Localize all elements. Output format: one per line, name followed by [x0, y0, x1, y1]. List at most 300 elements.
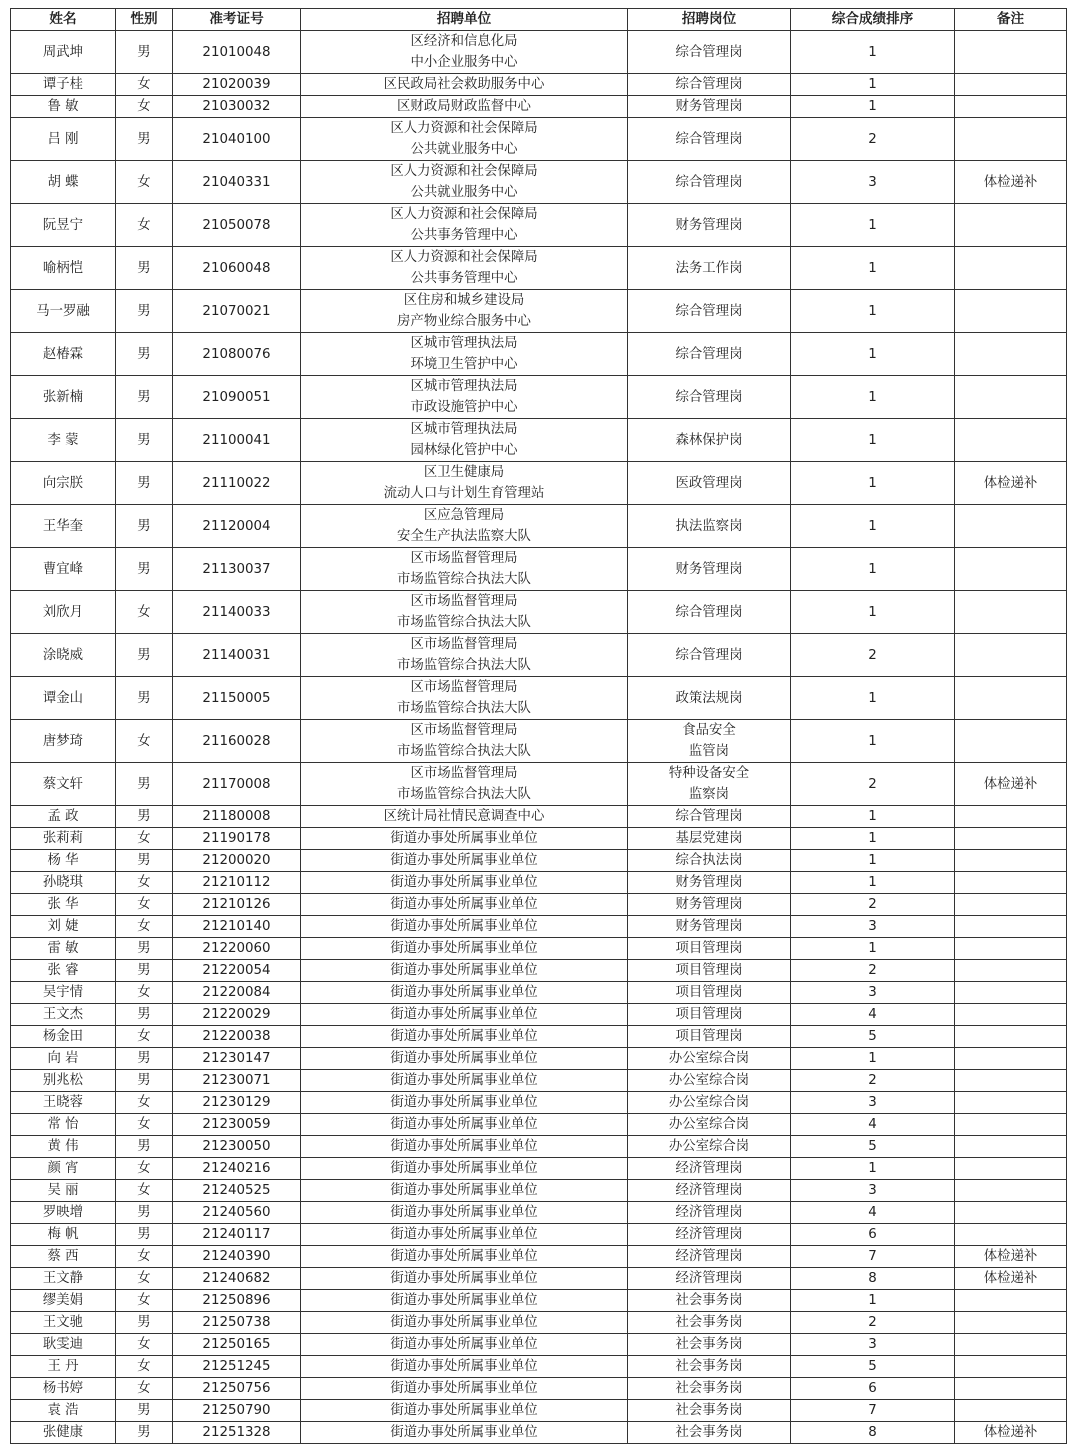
cell-exam-id [173, 763, 301, 806]
cell-text: 3 [868, 174, 877, 190]
cell-post [628, 763, 791, 806]
cell-text: 21230050 [202, 1139, 271, 1154]
cell-note [955, 894, 1067, 916]
cell-gender [116, 1070, 173, 1092]
cell-text: 1 [868, 831, 877, 846]
cell-name [11, 161, 116, 204]
cell-rank [791, 850, 955, 872]
cell-text: 吴宇情 [42, 985, 84, 1000]
cell-text: 男 [137, 561, 151, 577]
header-post: 招聘岗位 [628, 9, 791, 31]
cell-text: 21250896 [202, 1293, 271, 1308]
cell-text: 3 [868, 1095, 877, 1110]
cell-post [628, 850, 791, 872]
cell-post [628, 204, 791, 247]
cell-text: 张新楠 [42, 389, 84, 405]
cell-text: 女 [137, 1095, 151, 1110]
cell-note [955, 591, 1067, 634]
cell-text: 缪美娟 [42, 1293, 84, 1308]
cell-text: 2 [868, 1315, 877, 1330]
cell-exam-id [173, 982, 301, 1004]
cell-name [11, 204, 116, 247]
cell-text: 森林保护岗 [675, 432, 743, 448]
cell-text: 项目管理岗 [675, 985, 743, 1000]
cell-unit [301, 419, 628, 462]
cell-text: 女 [137, 1183, 151, 1198]
cell-text: 21210112 [202, 875, 271, 890]
cell-note [955, 74, 1067, 96]
cell-gender [116, 1378, 173, 1400]
table-row [11, 290, 1067, 333]
cell-rank [791, 872, 955, 894]
cell-text: 财务管理岗 [675, 897, 743, 912]
cell-unit [301, 1092, 628, 1114]
cell-text: 张莉莉 [42, 831, 84, 846]
cell-text: 男 [137, 1403, 151, 1418]
cell-rank [791, 161, 955, 204]
cell-text: 1 [868, 690, 877, 706]
cell-text: 鲁 敏 [47, 99, 79, 114]
cell-unit [301, 634, 628, 677]
cell-text: 梅 帆 [47, 1227, 79, 1242]
cell-text: 3 [868, 919, 877, 934]
cell-rank [791, 204, 955, 247]
cell-text: 男 [137, 1227, 151, 1242]
cell-unit [301, 505, 628, 548]
cell-exam-id [173, 1180, 301, 1202]
cell-text: 安全生产执法监察大队 [397, 529, 531, 544]
cell-text: 1 [868, 260, 877, 276]
cell-text: 女 [137, 919, 151, 934]
cell-gender [116, 1312, 173, 1334]
cell-post [628, 1048, 791, 1070]
cell-text: 街道办事处所属事业单位 [390, 1271, 538, 1286]
cell-text: 1 [868, 941, 877, 956]
table-row [11, 247, 1067, 290]
cell-text: 王晓蓉 [42, 1095, 84, 1110]
cell-exam-id [173, 1224, 301, 1246]
cell-unit [301, 1312, 628, 1334]
header-name: 姓名 [11, 9, 116, 31]
cell-text: 21150005 [202, 690, 271, 706]
cell-text: 21230129 [202, 1095, 271, 1110]
cell-text: 区人力资源和社会保障局 [390, 121, 538, 136]
cell-exam-id [173, 591, 301, 634]
cell-text: 市场监管综合执法大队 [397, 701, 531, 716]
table-row [11, 850, 1067, 872]
cell-text: 特种设备安全 [668, 766, 750, 781]
cell-rank [791, 548, 955, 591]
cell-unit [301, 1026, 628, 1048]
table-row [11, 677, 1067, 720]
cell-gender [116, 1290, 173, 1312]
cell-text: 1 [868, 475, 877, 491]
table-row [11, 938, 1067, 960]
cell-rank [791, 1312, 955, 1334]
cell-post [628, 1004, 791, 1026]
cell-text: 男 [137, 941, 151, 956]
table-row [11, 916, 1067, 938]
cell-text: 王文杰 [42, 1007, 84, 1022]
cell-name [11, 938, 116, 960]
cell-text: 袁 浩 [47, 1403, 79, 1418]
cell-rank [791, 1290, 955, 1312]
cell-unit [301, 1268, 628, 1290]
table-row [11, 74, 1067, 96]
table-row [11, 96, 1067, 118]
cell-text: 区民政局社会救助服务中心 [383, 77, 545, 92]
cell-exam-id [173, 1290, 301, 1312]
cell-text: 监管岗 [688, 744, 730, 759]
cell-text: 21050078 [202, 217, 271, 233]
cell-unit [301, 247, 628, 290]
cell-text: 街道办事处所属事业单位 [390, 985, 538, 1000]
cell-gender [116, 247, 173, 290]
cell-text: 吕 刚 [47, 131, 79, 147]
cell-name [11, 1246, 116, 1268]
cell-exam-id [173, 916, 301, 938]
cell-gender [116, 850, 173, 872]
cell-text: 赵椿霖 [42, 346, 84, 362]
cell-text: 综合管理岗 [675, 131, 743, 147]
table-row [11, 1246, 1067, 1268]
table-row [11, 1290, 1067, 1312]
table-row [11, 1422, 1067, 1444]
cell-note [955, 828, 1067, 850]
cell-text: 21190178 [202, 831, 271, 846]
cell-unit [301, 894, 628, 916]
cell-text: 综合管理岗 [675, 389, 743, 405]
cell-text: 政策法规岗 [675, 690, 743, 706]
cell-text: 黄 伟 [47, 1139, 79, 1154]
cell-text: 男 [137, 131, 151, 147]
cell-text: 21240525 [202, 1183, 271, 1198]
cell-text: 21130037 [202, 561, 271, 577]
cell-text: 街道办事处所属事业单位 [390, 1249, 538, 1264]
cell-text: 市政设施管护中心 [410, 400, 518, 415]
cell-unit [301, 1246, 628, 1268]
cell-exam-id [173, 31, 301, 74]
cell-text: 女 [137, 217, 151, 233]
cell-gender [116, 1136, 173, 1158]
cell-rank [791, 916, 955, 938]
cell-name [11, 1268, 116, 1290]
cell-text: 区城市管理执法局 [410, 422, 518, 437]
cell-text: 公共就业服务中心 [410, 142, 518, 157]
cell-exam-id [173, 894, 301, 916]
cell-gender [116, 31, 173, 74]
results-table [10, 8, 1067, 1444]
cell-text: 男 [137, 432, 151, 448]
cell-gender [116, 462, 173, 505]
cell-unit [301, 1114, 628, 1136]
cell-exam-id [173, 247, 301, 290]
cell-text: 执法监察岗 [675, 518, 743, 534]
cell-unit [301, 74, 628, 96]
cell-name [11, 763, 116, 806]
cell-unit [301, 1422, 628, 1444]
cell-gender [116, 1004, 173, 1026]
cell-note [955, 1224, 1067, 1246]
cell-text: 社会事务岗 [675, 1381, 743, 1396]
cell-text: 综合管理岗 [675, 346, 743, 362]
cell-text: 21140033 [202, 604, 271, 620]
cell-note [955, 333, 1067, 376]
cell-text: 1 [868, 1051, 877, 1066]
cell-unit [301, 161, 628, 204]
cell-post [628, 96, 791, 118]
cell-text: 男 [137, 963, 151, 978]
cell-note [955, 419, 1067, 462]
cell-text: 刘欣月 [42, 604, 84, 620]
cell-rank [791, 1334, 955, 1356]
cell-name [11, 828, 116, 850]
cell-gender [116, 960, 173, 982]
cell-note [955, 763, 1067, 806]
cell-text: 3 [868, 1183, 877, 1198]
cell-text: 社会事务岗 [675, 1403, 743, 1418]
cell-text: 女 [137, 604, 151, 620]
table-row [11, 505, 1067, 548]
cell-text: 街道办事处所属事业单位 [390, 853, 538, 868]
cell-text: 经济管理岗 [675, 1271, 743, 1286]
cell-text: 刘 婕 [47, 919, 79, 934]
cell-unit [301, 591, 628, 634]
cell-name [11, 1202, 116, 1224]
cell-text: 阮昱宁 [42, 217, 84, 233]
cell-rank [791, 290, 955, 333]
cell-note [955, 1092, 1067, 1114]
cell-text: 区财政局财政监督中心 [397, 99, 531, 114]
cell-note [955, 1290, 1067, 1312]
cell-text: 财务管理岗 [675, 875, 743, 890]
cell-text: 女 [137, 174, 151, 190]
cell-exam-id [173, 1246, 301, 1268]
cell-text: 21020039 [202, 77, 271, 92]
cell-exam-id [173, 828, 301, 850]
cell-note [955, 916, 1067, 938]
cell-exam-id [173, 1268, 301, 1290]
cell-post [628, 1312, 791, 1334]
cell-text: 21250165 [202, 1337, 271, 1352]
cell-text: 7 [868, 1249, 877, 1264]
cell-name [11, 96, 116, 118]
cell-text: 区市场监督管理局 [410, 680, 518, 695]
table-row [11, 591, 1067, 634]
cell-rank [791, 806, 955, 828]
table-row [11, 1268, 1067, 1290]
cell-text: 4 [868, 1007, 877, 1022]
cell-note [955, 677, 1067, 720]
cell-post [628, 247, 791, 290]
cell-text: 6 [868, 1227, 877, 1242]
cell-note [955, 31, 1067, 74]
cell-text: 综合管理岗 [675, 647, 743, 663]
cell-text: 21240117 [202, 1227, 271, 1242]
cell-rank [791, 419, 955, 462]
cell-text: 21030032 [202, 99, 271, 114]
cell-name [11, 1312, 116, 1334]
cell-name [11, 247, 116, 290]
cell-post [628, 1400, 791, 1422]
cell-name [11, 462, 116, 505]
cell-rank [791, 763, 955, 806]
cell-unit [301, 1334, 628, 1356]
cell-gender [116, 333, 173, 376]
cell-rank [791, 74, 955, 96]
cell-text: 21160028 [202, 733, 271, 749]
cell-text: 2 [868, 897, 877, 912]
cell-text: 街道办事处所属事业单位 [390, 963, 538, 978]
cell-post [628, 828, 791, 850]
header-exam-id: 准考证号 [173, 9, 301, 31]
cell-name [11, 806, 116, 828]
cell-text: 女 [137, 1161, 151, 1176]
cell-gender [116, 1114, 173, 1136]
cell-text: 1 [868, 217, 877, 233]
cell-name [11, 591, 116, 634]
cell-name [11, 419, 116, 462]
cell-unit [301, 872, 628, 894]
cell-text: 社会事务岗 [675, 1337, 743, 1352]
cell-text: 罗映增 [42, 1205, 84, 1220]
cell-post [628, 1224, 791, 1246]
cell-exam-id [173, 1158, 301, 1180]
cell-text: 街道办事处所属事业单位 [390, 1403, 538, 1418]
cell-text: 财务管理岗 [675, 919, 743, 934]
cell-exam-id [173, 1378, 301, 1400]
cell-text: 向宗朕 [42, 475, 84, 491]
cell-text: 男 [137, 303, 151, 319]
cell-text: 区人力资源和社会保障局 [390, 164, 538, 179]
cell-rank [791, 1070, 955, 1092]
cell-post [628, 916, 791, 938]
cell-text: 5 [868, 1359, 877, 1374]
cell-text: 流动人口与计划生育管理站 [383, 486, 545, 501]
cell-post [628, 1290, 791, 1312]
cell-unit [301, 850, 628, 872]
header-unit: 招聘单位 [301, 9, 628, 31]
cell-exam-id [173, 1070, 301, 1092]
cell-text: 谭子桂 [42, 77, 84, 92]
table-row [11, 634, 1067, 677]
cell-text: 街道办事处所属事业单位 [390, 1007, 538, 1022]
cell-text: 男 [137, 389, 151, 405]
cell-gender [116, 591, 173, 634]
cell-text: 街道办事处所属事业单位 [390, 1051, 538, 1066]
cell-exam-id [173, 505, 301, 548]
cell-gender [116, 505, 173, 548]
table-body [11, 31, 1067, 1444]
cell-exam-id [173, 806, 301, 828]
cell-unit [301, 1290, 628, 1312]
cell-post [628, 419, 791, 462]
cell-text: 财务管理岗 [675, 217, 743, 233]
cell-text: 财务管理岗 [675, 561, 743, 577]
cell-text: 区城市管理执法局 [410, 336, 518, 351]
cell-text: 1 [868, 518, 877, 534]
cell-rank [791, 591, 955, 634]
cell-text: 21250790 [202, 1403, 271, 1418]
cell-note [955, 1004, 1067, 1026]
cell-text: 女 [137, 831, 151, 846]
cell-text: 21100041 [202, 432, 271, 448]
cell-unit [301, 548, 628, 591]
cell-text: 区市场监督管理局 [410, 723, 518, 738]
table-row [11, 548, 1067, 591]
cell-text: 办公室综合岗 [668, 1051, 750, 1066]
cell-gender [116, 677, 173, 720]
cell-unit [301, 333, 628, 376]
cell-exam-id [173, 1026, 301, 1048]
cell-text: 2 [868, 647, 877, 663]
table-row [11, 1136, 1067, 1158]
cell-text: 综合管理岗 [675, 44, 743, 60]
cell-text: 21230071 [202, 1073, 271, 1088]
table-row [11, 333, 1067, 376]
cell-text: 蔡文轩 [42, 776, 84, 792]
cell-text: 公共事务管理中心 [410, 228, 518, 243]
cell-text: 1 [868, 303, 877, 319]
cell-name [11, 916, 116, 938]
cell-gender [116, 1180, 173, 1202]
cell-rank [791, 1136, 955, 1158]
cell-text: 男 [137, 809, 151, 824]
cell-gender [116, 290, 173, 333]
table-row [11, 1158, 1067, 1180]
cell-rank [791, 1004, 955, 1026]
cell-gender [116, 806, 173, 828]
cell-text: 市场监管综合执法大队 [397, 615, 531, 630]
cell-post [628, 960, 791, 982]
cell-text: 21230059 [202, 1117, 271, 1132]
cell-post [628, 1114, 791, 1136]
cell-note [955, 1422, 1067, 1444]
cell-note [955, 505, 1067, 548]
cell-unit [301, 1202, 628, 1224]
cell-exam-id [173, 720, 301, 763]
cell-text: 马一罗融 [36, 303, 90, 319]
cell-note [955, 1158, 1067, 1180]
cell-text: 女 [137, 985, 151, 1000]
cell-text: 社会事务岗 [675, 1315, 743, 1330]
cell-text: 男 [137, 1051, 151, 1066]
cell-text: 体检递补 [983, 1249, 1038, 1264]
cell-gender [116, 1356, 173, 1378]
cell-unit [301, 960, 628, 982]
cell-text: 杨金田 [42, 1029, 84, 1044]
cell-text: 21200020 [202, 853, 271, 868]
cell-text: 基层党建岗 [675, 831, 743, 846]
cell-post [628, 982, 791, 1004]
cell-note [955, 850, 1067, 872]
cell-post [628, 1070, 791, 1092]
cell-text: 经济管理岗 [675, 1227, 743, 1242]
cell-gender [116, 1158, 173, 1180]
table-row [11, 1378, 1067, 1400]
cell-note [955, 1246, 1067, 1268]
cell-text: 杨书婷 [42, 1381, 84, 1396]
cell-name [11, 1180, 116, 1202]
table-row [11, 376, 1067, 419]
cell-text: 21090051 [202, 389, 271, 405]
cell-text: 21210140 [202, 919, 271, 934]
cell-text: 21250756 [202, 1381, 271, 1396]
cell-text: 常 怡 [47, 1117, 79, 1132]
cell-gender [116, 548, 173, 591]
cell-text: 21230147 [202, 1051, 271, 1066]
cell-unit [301, 806, 628, 828]
